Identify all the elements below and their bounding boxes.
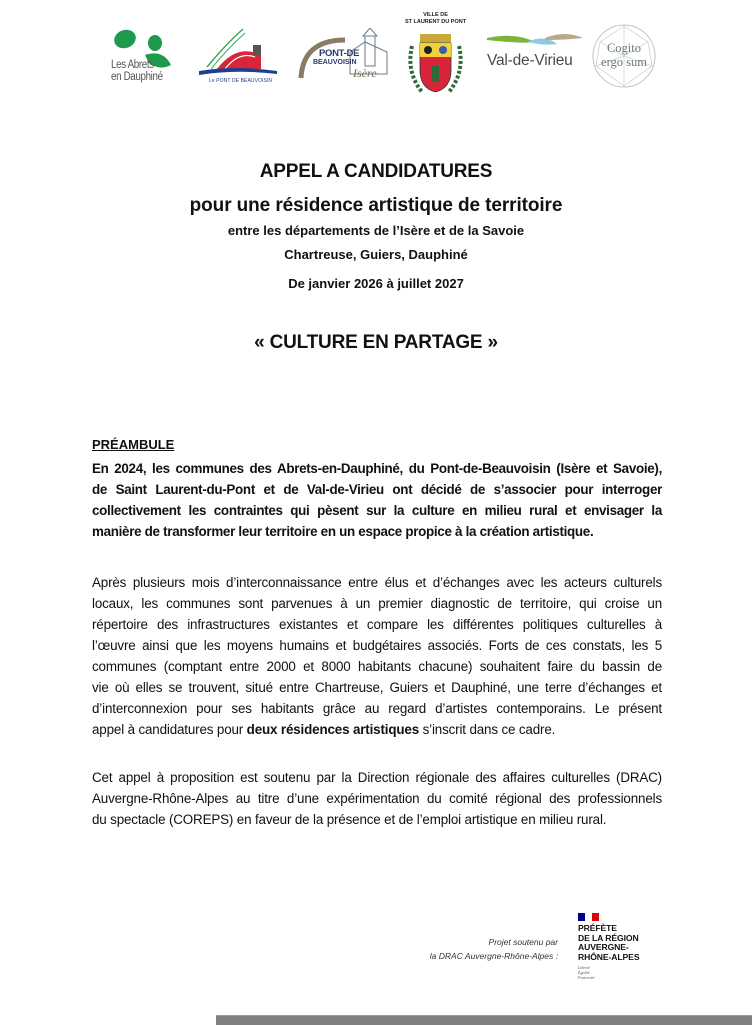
text-line: Cet appel à proposition est soutenu par la Direction régionale des affaires culturelles (DRAC): [92, 770, 662, 785]
text-line: répertoire des infrastructures existantes et compare les différentes politiques culturelles à: [92, 617, 662, 632]
french-flag-icon: [578, 913, 658, 921]
support-line-1: Projet soutenu par: [488, 937, 558, 947]
text-line: du spectacle (COREPS) en faveur de la présence et de l’emploi artistique en milieu rural.: [92, 812, 607, 827]
vdv-name: Val-de-Virieu: [487, 52, 573, 69]
abrets-line2: en Dauphiné: [111, 71, 163, 83]
pdb2-line1: PONT-DE: [319, 48, 360, 59]
logo-pont-de-beauvoisin-isere: [295, 28, 390, 88]
support-line-2: la DRAC Auvergne-Rhône-Alpes :: [429, 951, 558, 961]
text-line: l’œuvre ainsi que les moyens humains et budgétaires associés. Forts de ces constats, les 5: [92, 638, 662, 653]
logo-cogito-ergo-sum: [590, 22, 658, 90]
territory-line: Chartreuse, Guiers, Dauphiné: [284, 247, 468, 262]
flag-white: [587, 913, 590, 921]
text-line: vie où elles se trouvent, situé entre Chartreuse, Guiers et Dauphiné, une terre d’échanges et: [92, 680, 662, 695]
title-block: [0, 161, 752, 292]
motto-line: Fraternité: [578, 975, 595, 980]
logo-val-de-virieu: [485, 30, 585, 80]
text-line: Après plusieurs mois d’interconnaissance entre élus et d’échanges avec les acteurs culturels: [92, 575, 662, 590]
preambule-paragraph-2: [92, 572, 662, 740]
text-line: communes (comptant entre 2000 et 8000 habitants chacune) souhaitent faire du bassin de: [92, 659, 662, 674]
motto-line: Égalité: [578, 970, 590, 975]
stl-line2: ST LAURENT DU PONT: [404, 19, 467, 25]
text-line: manière de transformer leur territoire en un espace propice à la création artistique.: [92, 524, 594, 539]
emphasis-deux-residences: deux résidences artistiques: [246, 722, 420, 737]
prefete-line: DE LA RÉGION: [578, 932, 639, 943]
prefete-line: PRÉFÈTE: [578, 923, 617, 933]
text-line: Auvergne-Rhône-Alpes au titre d’une expérimentation du comité régional des professionnels: [92, 791, 662, 806]
text-run: s’inscrit dans ce cadre.: [419, 722, 556, 737]
stl-line1: VILLE DE: [423, 12, 448, 18]
text-line: [92, 719, 662, 740]
preambule-heading: PRÉAMBULE: [92, 437, 175, 452]
pdb2-line2: BEAUVOISIN: [313, 59, 357, 66]
text-line: de Saint Laurent-du-Pont et de Val-de-Virieu ont décidé de s’associer pour interroger: [92, 482, 662, 497]
landscape-icon: [485, 30, 585, 54]
pdb1-caption: Le PONT DE BEAUVOISIN: [209, 78, 273, 84]
main-title: APPEL A CANDIDATURES: [259, 161, 493, 182]
flag-blue: [578, 913, 585, 921]
logo-prefete-region: [578, 913, 658, 980]
abrets-line1: Les Abrets: [111, 59, 154, 71]
prefete-line: AUVERGNE-: [578, 942, 629, 952]
flag-red: [592, 913, 599, 921]
cogito-line2: ergo sum: [601, 55, 647, 69]
preambule-paragraph-3: [92, 767, 662, 830]
text-run: appel à candidatures pour: [92, 722, 247, 737]
text-line: locaux, les communes sont parvenues à un premier diagnostic de territoire, qui croise un: [92, 596, 662, 611]
text-line: d’interconnexion pour ses habitants grâce au regard d’artistes contemporains. Le présent: [92, 701, 662, 716]
logo-saint-laurent-du-pont: [398, 12, 473, 100]
prefete-line: RHÔNE-ALPES: [578, 951, 640, 962]
logo-le-pont-de-beauvoisin: [195, 25, 280, 87]
pdb2-script: Isère: [353, 66, 377, 80]
region-line: entre les départements de l’Isère et de la Savoie: [227, 223, 525, 238]
program-title: « CULTURE EN PARTAGE »: [254, 332, 498, 353]
preambule-paragraph-1: [92, 458, 662, 542]
text-line: En 2024, les communes des Abrets-en-Dauphiné, du Pont-de-Beauvoisin (Isère et Savoie),: [92, 461, 662, 476]
support-text: [400, 935, 558, 963]
dates-line: De janvier 2026 à juillet 2027: [288, 276, 464, 291]
prefete-title: [578, 924, 658, 962]
partner-logos: [100, 12, 670, 100]
logo-les-abrets-en-dauphine: [105, 25, 177, 87]
text-line: collectivement les contraintes qui pèsent sur la culture en milieu rural et envisager la: [92, 503, 662, 518]
motto-line: Liberté: [578, 965, 590, 970]
cogito-line1: Cogito: [606, 41, 642, 55]
subtitle: pour une résidence artistique de territoire: [189, 195, 563, 216]
republic-motto: [578, 965, 658, 980]
